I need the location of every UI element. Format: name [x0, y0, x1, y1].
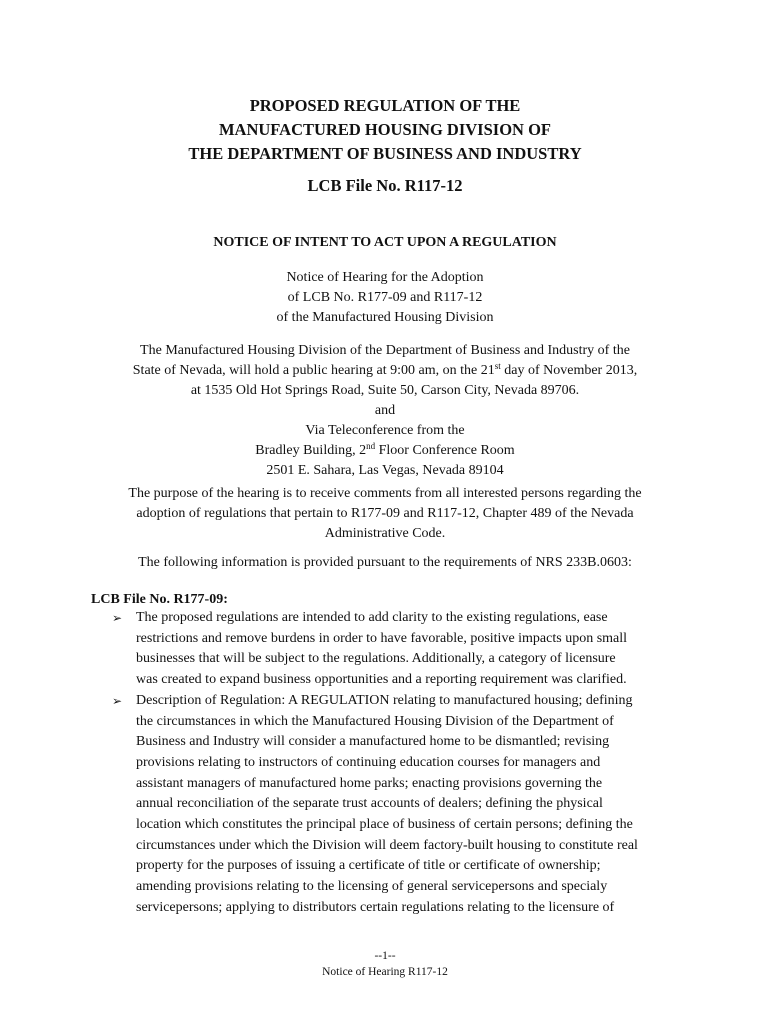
footer-label: Notice of Hearing R117-12	[322, 966, 448, 978]
meeting-line-5: Via Teleconference from the	[305, 423, 465, 438]
bullet-2-line: Business and Industry will consider a manufactured home to be dismantled; revising	[136, 734, 610, 750]
meeting-line-4: and	[374, 403, 396, 418]
bullet-list	[0, 608, 770, 919]
bullet-2-line: property for the purposes of issuing a certificate of title or certificate of ownership;	[136, 858, 601, 874]
bullet-2-line: location which constitutes the principal place of business of certain persons; defining the	[136, 817, 633, 833]
meeting-details	[0, 341, 770, 481]
bullet-2-line: provisions relating to instructors of continuing education courses for managers and	[136, 754, 601, 770]
bullet-2-line: circumstances under which the Division will deem factory-built housing to constitute real	[136, 837, 638, 853]
bullet-2-line: the circumstances in which the Manufactured Housing Division of the Department of	[136, 713, 614, 729]
title-line-2: MANUFACTURED HOUSING DIVISION OF	[218, 120, 551, 139]
bullet-2-line: Description of Regulation: A REGULATION relating to manufactured housing; defining	[136, 692, 633, 708]
bullet-2-line: assistant managers of manufactured home parks; enacting provisions governing the	[136, 775, 603, 791]
lcb-file-number: LCB File No. R117-12	[307, 176, 463, 195]
meeting-line-2: State of Nevada, will hold a public hearing at 9:00 am, on the 21st day of November 2013,	[132, 361, 638, 378]
hearing-notice-block	[0, 268, 770, 328]
bullet-1-line: businesses that will be subject to the regulations. Additionally, a category of licensure	[136, 651, 616, 667]
page-footer	[0, 948, 770, 980]
bullet-1-line: The proposed regulations are intended to add clarity to the existing regulations, ease	[136, 610, 608, 625]
meeting-line-3: at 1535 Old Hot Springs Road, Suite 50, Carson City, Nevada 89706.	[190, 383, 580, 398]
meeting-line-1: The Manufactured Housing Division of the Department of Business and Industry of the	[140, 343, 630, 358]
hearing-line-3: of the Manufactured Housing Division	[276, 310, 494, 325]
meeting-line-6: Bradley Building, 2nd Floor Conference Room	[255, 441, 515, 458]
section-heading: LCB File No. R177-09:	[91, 592, 228, 607]
arrow-bullet-icon: ➢	[112, 611, 123, 625]
following-info-line: The following information is provided pursuant to the requirements of NRS 233B.0603:	[138, 555, 632, 570]
bullet-2-line: annual reconciliation of the separate trust accounts of dealers; defining the physical	[136, 796, 603, 812]
notice-heading: NOTICE OF INTENT TO ACT UPON A REGULATION	[213, 235, 557, 250]
title-line-3: THE DEPARTMENT OF BUSINESS AND INDUSTRY	[188, 144, 582, 163]
purpose-line-3: Administrative Code.	[324, 526, 446, 541]
purpose-line-1: The purpose of the hearing is to receive comments from all interested persons regarding the	[128, 486, 642, 501]
bullet-1-line: restrictions and remove burdens in order to have favorable, positive impacts upon small	[136, 630, 628, 646]
purpose-paragraph	[0, 484, 770, 544]
bullet-item	[0, 691, 770, 919]
hearing-line-1: Notice of Hearing for the Adoption	[286, 270, 484, 285]
bullet-item	[0, 608, 770, 691]
title-line-1: PROPOSED REGULATION OF THE	[249, 96, 521, 115]
arrow-bullet-icon: ➢	[112, 693, 123, 708]
meeting-line-7: 2501 E. Sahara, Las Vegas, Nevada 89104	[266, 463, 504, 478]
page-number: --1--	[374, 950, 396, 962]
bullet-2-line: amending provisions relating to the licensing of general servicepersons and specialy	[136, 879, 608, 895]
purpose-line-2: adoption of regulations that pertain to R177-09 and R117-12, Chapter 489 of the Nevada	[136, 506, 634, 521]
hearing-line-2: of LCB No. R177-09 and R117-12	[287, 290, 483, 305]
bullet-1-line: was created to expand business opportunities and a reporting requirement was clarified.	[136, 672, 627, 688]
bullet-2-line: servicepersons; applying to distributors certain regulations relating to the licensure of	[136, 899, 615, 915]
document-title	[0, 94, 770, 166]
